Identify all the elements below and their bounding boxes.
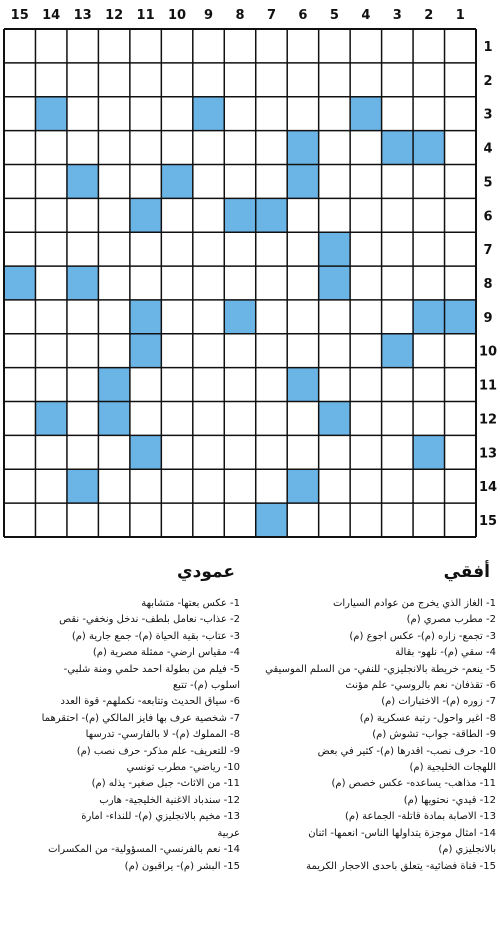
shaded-cell	[319, 232, 350, 266]
shaded-cell	[256, 503, 287, 537]
grid-cell[interactable]	[224, 503, 255, 537]
grid-cell[interactable]	[413, 469, 444, 503]
grid-cell[interactable]	[4, 29, 35, 63]
grid-cell[interactable]	[287, 29, 318, 63]
grid-cell[interactable]	[256, 402, 287, 436]
grid-cell[interactable]	[445, 63, 476, 97]
grid-cell[interactable]	[256, 29, 287, 63]
grid-cell[interactable]	[130, 29, 161, 63]
grid-cell[interactable]	[350, 198, 381, 232]
grid-cell[interactable]	[130, 131, 161, 165]
row-number: 8	[483, 277, 493, 292]
down-clue: 14- نعم بالفرنسي- المسؤولية- من المكسرات	[48, 844, 240, 856]
grid-cell[interactable]	[287, 198, 318, 232]
grid-cell[interactable]	[35, 131, 66, 165]
grid-cell[interactable]	[98, 164, 129, 198]
column-number: 14	[42, 8, 61, 23]
grid-cell[interactable]	[4, 97, 35, 131]
grid-cell[interactable]	[382, 97, 413, 131]
down-clue: 10- رياضي- مطرب تونسي	[126, 762, 240, 774]
grid-cell[interactable]	[256, 164, 287, 198]
down-clue: 9- للتعريف- علم مذكر- حرف نصب (م)	[76, 745, 240, 757]
grid-cell[interactable]	[319, 63, 350, 97]
grid-cell[interactable]	[67, 368, 98, 402]
shaded-cell	[98, 368, 129, 402]
grid-cell[interactable]	[350, 469, 381, 503]
shaded-cell	[161, 164, 192, 198]
grid-cell[interactable]	[98, 334, 129, 368]
grid-cell[interactable]	[319, 435, 350, 469]
grid-cell[interactable]	[193, 266, 224, 300]
grid-cell[interactable]	[413, 29, 444, 63]
down-clue: 4- مقياس ارضي- ممثلة مصرية (م)	[92, 647, 240, 659]
grid-cell[interactable]	[67, 334, 98, 368]
row-number: 4	[483, 141, 493, 157]
grid-cell[interactable]	[67, 97, 98, 131]
grid-cell[interactable]	[445, 198, 476, 232]
grid-cell[interactable]	[161, 198, 192, 232]
grid-cell[interactable]	[4, 503, 35, 537]
grid-cell[interactable]	[130, 469, 161, 503]
grid-cell[interactable]	[35, 63, 66, 97]
down-clue: 1- عكس بعتها- متشابهة	[141, 598, 240, 609]
grid-cell[interactable]	[193, 503, 224, 537]
grid-cell[interactable]	[319, 29, 350, 63]
across-clue: 2- مطرب مصري (م)	[406, 614, 496, 626]
grid-cell[interactable]	[161, 368, 192, 402]
across-clue-list	[256, 596, 496, 875]
grid-cell[interactable]	[4, 198, 35, 232]
grid-cell[interactable]	[130, 368, 161, 402]
grid-cell[interactable]	[161, 503, 192, 537]
grid-cell[interactable]	[319, 131, 350, 165]
column-number: 9	[204, 8, 214, 23]
grid-cell[interactable]	[445, 334, 476, 368]
grid-cell[interactable]	[350, 63, 381, 97]
shaded-cell	[193, 97, 224, 131]
grid-cell[interactable]	[224, 131, 255, 165]
shaded-cell	[287, 164, 318, 198]
grid-cell[interactable]	[98, 266, 129, 300]
grid-cell[interactable]	[350, 402, 381, 436]
across-clue: 15- قناة فضائية- يتعلق باحدى الاحجار الكريمة	[306, 860, 496, 872]
grid-cell[interactable]	[382, 164, 413, 198]
grid-cell[interactable]	[256, 97, 287, 131]
across-clue: 8- اغير واحول- رتبة عسكرية (م)	[359, 712, 496, 724]
shaded-cell	[413, 435, 444, 469]
column-number: 6	[298, 8, 308, 23]
grid-cell[interactable]	[350, 232, 381, 266]
grid-cell[interactable]	[445, 402, 476, 436]
shaded-cell	[287, 469, 318, 503]
grid-cell[interactable]	[319, 300, 350, 334]
grid-cell[interactable]	[4, 300, 35, 334]
row-number: 3	[483, 107, 493, 123]
across-clue: 13- الاصابة بمادة قاتلة- الجماعة (م)	[344, 811, 496, 823]
shaded-cell	[67, 164, 98, 198]
grid-cell[interactable]	[224, 63, 255, 97]
grid-cell[interactable]	[350, 164, 381, 198]
across-clue: 5- ينعم- خريطة بالانجليزي- للنفي- من السلم الموسيقي	[265, 663, 496, 675]
row-number: 14	[478, 480, 498, 496]
grid-cell[interactable]	[35, 198, 66, 232]
shaded-cell	[4, 266, 35, 300]
column-number: 12	[105, 8, 124, 23]
grid-cell[interactable]	[35, 334, 66, 368]
across-clue: 6- تقذفان- نعم بالروسي- علم مؤنث	[345, 680, 496, 692]
grid-cell[interactable]	[319, 198, 350, 232]
grid-cell[interactable]	[161, 300, 192, 334]
down-clue: 7- شخصية عرف بها فايز المالكي (م)- احتقرهما	[41, 712, 240, 724]
row-number: 9	[483, 310, 493, 326]
grid-cell[interactable]	[224, 368, 255, 402]
grid-cell[interactable]	[413, 198, 444, 232]
down-heading: عمودي	[177, 562, 235, 582]
grid-cell[interactable]	[193, 198, 224, 232]
shaded-cell	[224, 300, 255, 334]
shaded-cell	[319, 266, 350, 300]
grid-cell[interactable]	[382, 368, 413, 402]
grid-cell[interactable]	[350, 131, 381, 165]
grid-cell[interactable]	[98, 198, 129, 232]
grid-cell[interactable]	[382, 402, 413, 436]
grid-cell[interactable]	[413, 63, 444, 97]
shaded-cell	[413, 300, 444, 334]
grid-cell[interactable]	[350, 368, 381, 402]
row-number: 13	[478, 446, 498, 462]
column-number: 11	[136, 8, 155, 23]
grid-cell[interactable]	[161, 266, 192, 300]
grid-cell[interactable]	[256, 63, 287, 97]
grid-cell[interactable]	[98, 29, 129, 63]
column-number: 15	[10, 8, 29, 23]
grid-cell[interactable]	[224, 469, 255, 503]
grid-cell[interactable]	[35, 266, 66, 300]
grid-cell[interactable]	[35, 368, 66, 402]
grid-cell[interactable]	[193, 368, 224, 402]
grid-cell[interactable]	[256, 266, 287, 300]
grid-cell[interactable]	[161, 97, 192, 131]
grid-cell[interactable]	[35, 300, 66, 334]
across-clue: اللهجات الخليجية (م)	[409, 762, 496, 774]
down-clue: 11- من الاثاث- جبل صغير- يذله (م)	[91, 778, 240, 790]
grid-cell[interactable]	[161, 63, 192, 97]
grid-cell[interactable]	[224, 97, 255, 131]
column-number: 2	[424, 8, 434, 23]
shaded-cell	[130, 300, 161, 334]
row-number: 12	[478, 412, 498, 428]
grid-cell[interactable]	[193, 63, 224, 97]
grid-cell[interactable]	[98, 232, 129, 266]
row-number: 11	[478, 378, 498, 394]
shaded-cell	[130, 435, 161, 469]
grid-cell[interactable]	[350, 334, 381, 368]
grid-cell[interactable]	[287, 334, 318, 368]
grid-cell[interactable]	[193, 131, 224, 165]
down-clue: اسلوب (م)- تتبع	[172, 680, 240, 692]
shaded-cell	[287, 368, 318, 402]
down-clue-list	[0, 596, 240, 875]
grid-cell[interactable]	[445, 368, 476, 402]
grid-cell[interactable]	[4, 164, 35, 198]
grid-cell[interactable]	[4, 63, 35, 97]
grid-cell[interactable]	[350, 29, 381, 63]
shaded-cell	[382, 131, 413, 165]
grid-cell[interactable]	[67, 300, 98, 334]
shaded-cell	[67, 469, 98, 503]
row-number: 5	[483, 175, 493, 191]
grid-cell[interactable]	[130, 266, 161, 300]
grid-cell[interactable]	[130, 164, 161, 198]
grid-cell[interactable]	[130, 503, 161, 537]
grid-cell[interactable]	[130, 232, 161, 266]
grid-cell[interactable]	[256, 469, 287, 503]
grid-cell[interactable]	[382, 469, 413, 503]
grid-cell[interactable]	[193, 232, 224, 266]
grid-cell[interactable]	[382, 300, 413, 334]
grid-cell[interactable]	[193, 435, 224, 469]
shaded-cell	[319, 402, 350, 436]
grid-cell[interactable]	[35, 469, 66, 503]
down-clue: 2- عذاب- نعامل بلطف- ندخل ونخفي- نقص	[59, 614, 240, 626]
shaded-cell	[287, 131, 318, 165]
grid-cell[interactable]	[98, 503, 129, 537]
row-number: 6	[483, 209, 493, 225]
grid-cell[interactable]	[98, 97, 129, 131]
across-clue: 7- زوره (م)- الاختبارات (م)	[381, 696, 496, 708]
grid-cell[interactable]	[161, 29, 192, 63]
grid-cell[interactable]	[445, 232, 476, 266]
grid-cell[interactable]	[287, 402, 318, 436]
grid-cell[interactable]	[445, 97, 476, 131]
grid-cell[interactable]	[98, 300, 129, 334]
shaded-cell	[256, 198, 287, 232]
grid-cell[interactable]	[382, 232, 413, 266]
column-number: 4	[361, 8, 371, 23]
across-clue: 10- حرف نصب- اقدرها (م)- كثير في بعض	[317, 745, 496, 757]
grid-cell[interactable]	[413, 232, 444, 266]
grid-cell[interactable]	[35, 435, 66, 469]
grid-cell[interactable]	[67, 63, 98, 97]
grid-cell[interactable]	[445, 503, 476, 537]
grid-cell[interactable]	[98, 435, 129, 469]
grid-cell[interactable]	[4, 368, 35, 402]
grid-cell[interactable]	[413, 402, 444, 436]
shaded-cell	[413, 131, 444, 165]
grid-cell[interactable]	[193, 164, 224, 198]
down-clue: عربية	[217, 827, 240, 839]
grid-cell[interactable]	[67, 435, 98, 469]
grid-cell[interactable]	[35, 164, 66, 198]
shaded-cell	[130, 198, 161, 232]
grid-cell[interactable]	[350, 435, 381, 469]
grid-cell[interactable]	[445, 164, 476, 198]
across-clue: 4- سقي (م)- نلهو- بقالة	[395, 647, 496, 659]
grid-cell[interactable]	[4, 131, 35, 165]
shaded-cell	[98, 402, 129, 436]
grid-cell[interactable]	[256, 232, 287, 266]
grid-cell[interactable]	[161, 131, 192, 165]
grid-cell[interactable]	[4, 469, 35, 503]
grid-cell[interactable]	[193, 402, 224, 436]
down-clue: 8- المملوك (م)- لا بالفارسي- تدرسها	[85, 729, 240, 741]
column-number: 7	[266, 8, 276, 23]
grid-cell[interactable]	[4, 232, 35, 266]
grid-cell[interactable]	[224, 266, 255, 300]
grid-cell[interactable]	[445, 131, 476, 165]
grid-cell[interactable]	[413, 97, 444, 131]
grid-cell[interactable]	[224, 164, 255, 198]
grid-cell[interactable]	[161, 334, 192, 368]
shaded-cell	[67, 266, 98, 300]
grid-cell[interactable]	[161, 435, 192, 469]
grid-cell[interactable]	[35, 503, 66, 537]
grid-cell[interactable]	[98, 63, 129, 97]
row-number: 1	[483, 39, 493, 55]
grid-cell[interactable]	[382, 63, 413, 97]
grid-cell[interactable]	[161, 232, 192, 266]
grid-cell[interactable]	[256, 368, 287, 402]
column-number: 5	[329, 8, 339, 23]
grid-cell[interactable]	[319, 164, 350, 198]
shaded-cell	[382, 334, 413, 368]
grid-cell[interactable]	[224, 334, 255, 368]
grid-cell[interactable]	[287, 503, 318, 537]
grid-cell[interactable]	[130, 97, 161, 131]
grid-cell[interactable]	[287, 232, 318, 266]
grid-cell[interactable]	[319, 469, 350, 503]
row-number: 15	[478, 514, 498, 530]
grid-cell[interactable]	[382, 266, 413, 300]
grid-cell[interactable]	[319, 368, 350, 402]
grid-cell[interactable]	[130, 402, 161, 436]
grid-cell[interactable]	[350, 503, 381, 537]
grid-cell[interactable]	[4, 334, 35, 368]
row-number: 10	[478, 344, 498, 360]
shaded-cell	[350, 97, 381, 131]
down-clue: 12- سندباد الاغنية الخليجية- هارب	[99, 794, 240, 806]
grid-cell[interactable]	[161, 402, 192, 436]
grid-cell[interactable]	[382, 198, 413, 232]
grid-cell[interactable]	[256, 435, 287, 469]
down-clue: 13- مخيم بالانجليزي (م)- للنداء- امارة	[81, 811, 240, 823]
shaded-cell	[445, 300, 476, 334]
grid-cell[interactable]	[413, 503, 444, 537]
column-number: 8	[235, 8, 245, 23]
grid-cell[interactable]	[4, 402, 35, 436]
shaded-cell	[224, 198, 255, 232]
across-clue: 11- مذاهب- يساعده- عكس خصص (م)	[331, 778, 496, 790]
grid-cell[interactable]	[67, 232, 98, 266]
grid-cell[interactable]	[256, 334, 287, 368]
down-clue: 6- سياق الحديث وتتابعه- نكملهم- قوة العدد	[60, 696, 240, 708]
grid-cell[interactable]	[445, 469, 476, 503]
across-clue: 9- الطاقة- جواب- تشوش (م)	[372, 729, 496, 741]
down-clue: 5- فيلم من بطولة احمد حلمي ومنة شلبي-	[63, 663, 240, 675]
row-number: 7	[483, 243, 493, 259]
grid-cell[interactable]	[35, 232, 66, 266]
grid-cell[interactable]	[193, 334, 224, 368]
grid-cell[interactable]	[193, 469, 224, 503]
shaded-cell	[35, 402, 66, 436]
grid-cell[interactable]	[224, 29, 255, 63]
grid-cell[interactable]	[382, 29, 413, 63]
column-number: 3	[392, 8, 402, 23]
across-clue: 14- امثال موجزة يتداولها الناس- انعمها- اثنان	[308, 827, 496, 839]
grid-cell[interactable]	[287, 97, 318, 131]
grid-cell[interactable]	[287, 300, 318, 334]
shaded-cell	[130, 334, 161, 368]
grid-cell[interactable]	[35, 29, 66, 63]
grid-cell[interactable]	[130, 63, 161, 97]
across-heading: أفقي	[443, 562, 490, 582]
grid-cell[interactable]	[67, 503, 98, 537]
grid-cell[interactable]	[287, 63, 318, 97]
grid-cell[interactable]	[98, 131, 129, 165]
down-clue: 15- البشر (م)- يراقبون (م)	[124, 860, 240, 872]
grid-cell[interactable]	[256, 300, 287, 334]
grid-cell[interactable]	[382, 503, 413, 537]
row-number: 2	[483, 73, 493, 89]
grid-cell[interactable]	[98, 469, 129, 503]
down-clue: 3- عتاب- بقية الحياة (م)- جمع جارية (م)	[71, 630, 240, 642]
grid-cell[interactable]	[224, 402, 255, 436]
grid-cell[interactable]	[287, 266, 318, 300]
grid-cell[interactable]	[224, 232, 255, 266]
grid-cell[interactable]	[350, 300, 381, 334]
grid-cell[interactable]	[445, 435, 476, 469]
grid-cell[interactable]	[413, 368, 444, 402]
grid-cell[interactable]	[382, 435, 413, 469]
grid-cell[interactable]	[287, 435, 318, 469]
grid-cell[interactable]	[319, 503, 350, 537]
column-number: 10	[168, 8, 187, 23]
column-number: 1	[455, 8, 465, 23]
grid-cell[interactable]	[445, 266, 476, 300]
across-clue: 3- تجمع- زاره (م)- عكس اجوع (م)	[349, 630, 496, 642]
grid-cell[interactable]	[256, 131, 287, 165]
column-number: 13	[73, 8, 92, 23]
across-clue: بالانجليزي (م)	[438, 844, 496, 856]
grid-cell[interactable]	[413, 266, 444, 300]
grid-cell[interactable]	[67, 198, 98, 232]
grid-cell[interactable]	[67, 131, 98, 165]
grid-cell[interactable]	[161, 469, 192, 503]
grid-cell[interactable]	[67, 29, 98, 63]
grid-cell[interactable]	[445, 29, 476, 63]
grid-cell[interactable]	[193, 29, 224, 63]
grid-cell[interactable]	[224, 435, 255, 469]
grid-cell[interactable]	[319, 334, 350, 368]
grid-cell[interactable]	[4, 435, 35, 469]
across-clue: 12- قيدي- نحتويها (م)	[403, 794, 496, 806]
shaded-cell	[35, 97, 66, 131]
grid-cell[interactable]	[413, 334, 444, 368]
grid-cell[interactable]	[350, 266, 381, 300]
grid-cell[interactable]	[67, 402, 98, 436]
grid-cell[interactable]	[413, 164, 444, 198]
across-clue: 1- الغاز الذي يخرج من عوادم السيارات	[332, 598, 496, 609]
grid-cell[interactable]	[319, 97, 350, 131]
grid-cell[interactable]	[193, 300, 224, 334]
